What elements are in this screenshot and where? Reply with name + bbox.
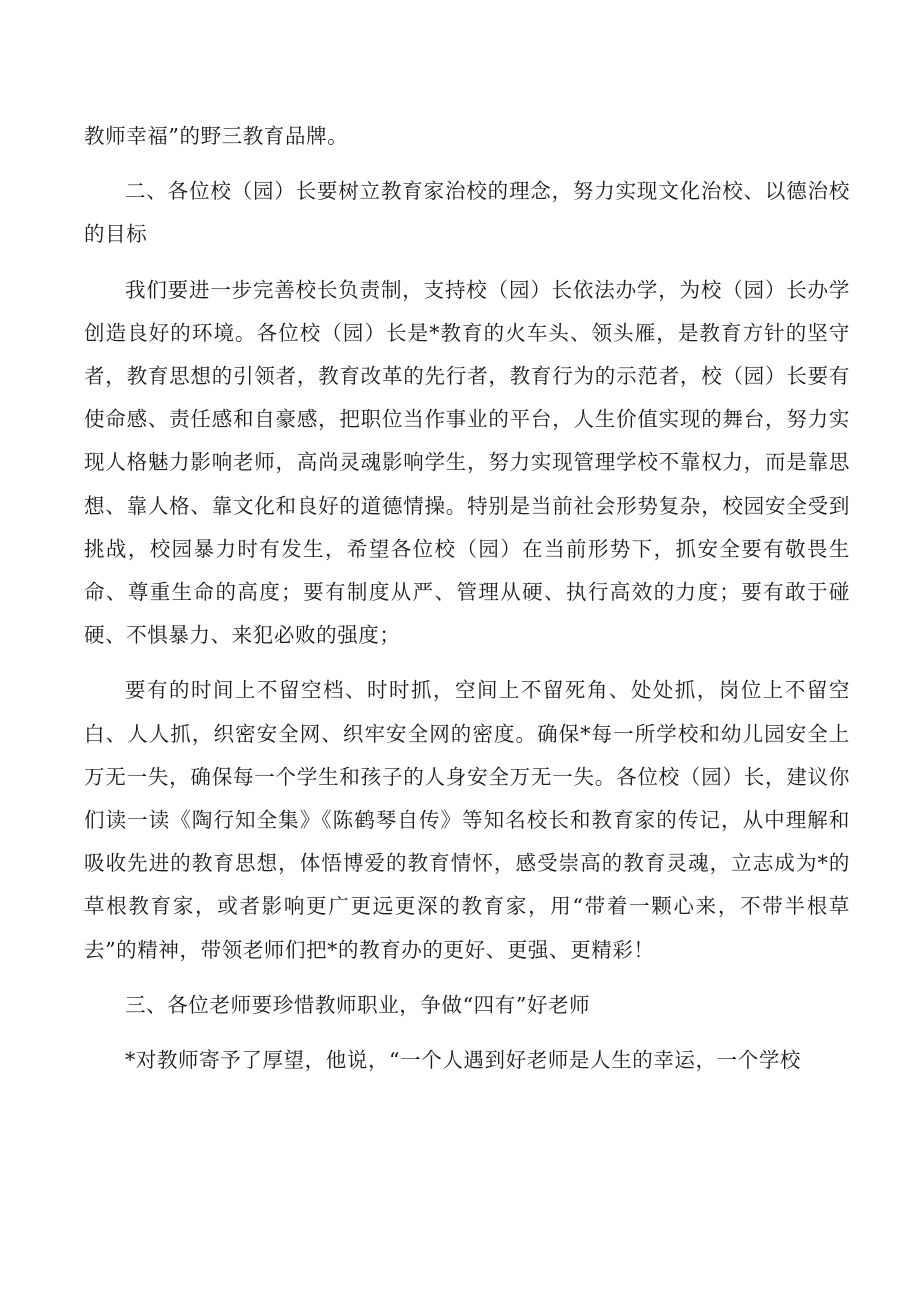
section-heading-3: 三、各位老师要珍惜教师职业，争做“四有”好老师 (125, 992, 591, 1017)
section-heading-2: 二、各位校（园）长要树立教育家治校的理念，努力实现文化治校、以德治校的目标 (84, 179, 850, 247)
paragraph-teachers: *对教师寄予了厚望，他说，“一个人遇到好老师是人生的幸运，一个学校 (125, 1048, 802, 1073)
paragraph-safety: 要有的时间上不留空档、时时抓，空间上不留死角、处处抓，岗位上不留空白、人人抓，织密安全网、织牢安全网的密度。确保*每一所学校和幼儿园安全上万无一失，确保每一个学生和孩子的人身安全万无一失。各位校（园）长，建议你们读一读《陶行知全集》《陈鹤琴自传》等知名校长和教育家的传记，从中理解和吸收先进的教育思想，体悟博爱的教育情怀，感受崇高的教育灵魂，立志成为*的草根教育家，或者影响更广更远更深的教育家，用“带着一颗心来，不带半根草去”的精神，带领老师们把*的教育办的更好、更强、更精彩！ (84, 678, 850, 962)
document-body (84, 115, 850, 1094)
paragraph-continuation: 教师幸福”的野三教育品牌。 (84, 124, 349, 148)
paragraph-principal-responsibility: 我们要进一步完善校长负责制，支持校（园）长依法办学，为校（园）长办学创造良好的环境。各位校（园）长是*教育的火车头、领头雁，是教育方针的坚守者，教育思想的引领者，教育改革的先行者，教育行为的示范者，校（园）长要有使命感、责任感和自豪感，把职位当作事业的平台，人生价值实现的舞台，努力实现人格魅力影响老师，高尚灵魂影响学生，努力实现管理学校不靠权力，而是靠思想、靠人格、靠文化和良好的道德情操。特别是当前社会形势复杂，校园安全受到挑战，校园暴力时有发生，希望各位校（园）在当前形势下，抓安全要有敬畏生命、尊重生命的高度；要有制度从严、管理从硬、执行高效的力度；要有敢于碰硬、不惧暴力、来犯必败的强度； (84, 277, 850, 648)
